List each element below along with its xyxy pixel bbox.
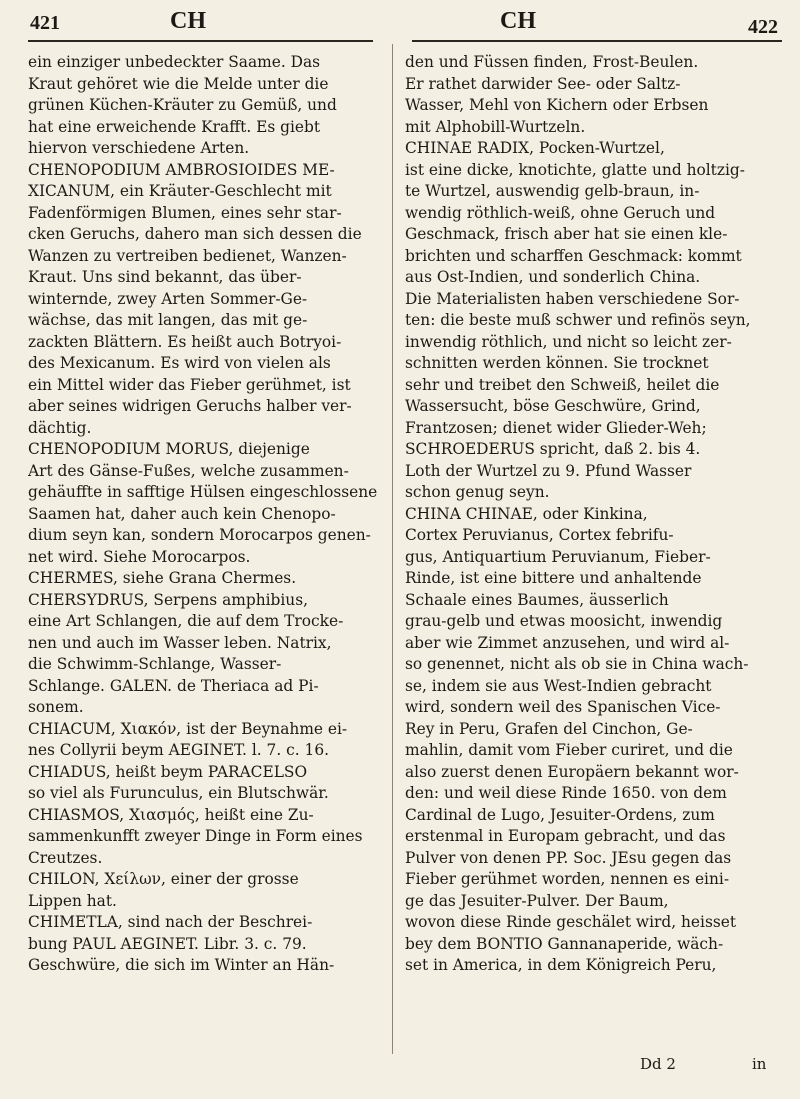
text-line: schon genug seyn. [405,483,550,501]
text-line: Kraut gehöret wie die Melde unter die [28,74,329,93]
catchword: in [752,1055,767,1073]
text-line: Rinde, ist eine bittere und anhaltende [405,569,702,587]
text-line: schnitten werden können. Sie trocknet [405,354,709,372]
signature-mark: Dd 2 [640,1055,676,1073]
text-line: XICANUM, ein Kräuter-Geschlecht mit [28,182,332,200]
text-line: Die Materialisten haben verschiedene Sor- [405,289,740,308]
header-rule-left [28,40,373,42]
text-line: CHIASMOS, Χιασμός, heißt eine Zu- [28,805,314,824]
page-number-right: 422 [748,16,778,38]
text-line: CHENOPODIUM AMBROSIOIDES ME- [28,160,335,179]
text-line: Pulver von denen PP. Soc. JEsu gegen das [405,848,732,867]
text-line: grau-gelb und etwas moosicht, inwendig [405,612,723,630]
text-line: den: und weil diese Rinde 1650. von dem [405,784,727,802]
text-line: mit Alphobill-Wurtzeln. [405,117,586,136]
text-line: sonem. [28,698,84,716]
text-line: Lippen hat. [28,891,117,910]
text-line: Rey in Peru, Grafen del Cinchon, Ge- [405,719,693,738]
running-head-right: CH [500,8,536,34]
text-line: Saamen hat, daher auch kein Chenopo- [28,504,336,523]
text-line: set in America, in dem Königreich Peru, [405,956,717,974]
text-line: Schaale eines Baumes, äusserlich [405,590,669,609]
page-number-left: 421 [30,12,60,34]
text-line: wächse, das mit langen, das mit ge- [28,311,308,329]
text-line: Frantzosen; dienet wider Glieder-Weh; [405,418,707,437]
text-line: se, indem sie aus West-Indien gebracht [405,676,712,695]
text-line: Wassersucht, böse Geschwüre, Grind, [405,397,701,415]
text-line: bung PAUL AEGINET. Libr. 3. c. 79. [28,934,307,953]
text-line: Cortex Peruvianus, Cortex febrifu- [405,526,674,544]
text-line: Wanzen zu vertreiben bedienet, Wanzen- [28,246,347,265]
text-line: CHILON, Χείλων, einer der grosse [28,870,299,888]
text-line: CHIMETLA, sind nach der Beschrei- [28,913,313,931]
text-line: CHINAE RADIX, Pocken-Wurtzel, [405,139,665,157]
text-line: te Wurtzel, auswendig gelb-braun, in- [405,182,700,200]
text-line: Schlange. GALEN. de Theriaca ad Pi- [28,676,319,695]
text-line: aber seines widrigen Geruchs halber ver- [28,397,352,415]
header-rule-right [412,40,782,42]
text-line: SCHROEDERUS spricht, daß 2. bis 4. [405,440,701,458]
running-head-left: CH [170,8,206,34]
text-line: Art des Gänse-Fußes, welche zusammen- [28,461,349,480]
text-line: hat eine erweichende Krafft. Es giebt [28,117,321,136]
text-line: Geschwüre, die sich im Winter an Hän- [28,956,335,974]
text-line: dium seyn kan, sondern Morocarpos genen- [28,526,371,544]
text-line: Geschmack, frisch aber hat sie einen kle- [405,225,728,243]
column-divider [392,44,393,1054]
text-line: CHENOPODIUM MORUS, diejenige [28,440,310,458]
text-line: Loth der Wurtzel zu 9. Pfund Wasser [405,461,692,480]
page-header [0,0,800,44]
text-line: so genennet, nicht als ob sie in China wach- [405,655,749,673]
text-line: nen und auch im Wasser leben. Natrix, [28,633,332,652]
text-line: zackten Blättern. Es heißt auch Botryoi- [28,332,342,351]
text-line: die Schwimm-Schlange, Wasser- [28,655,282,673]
text-line: hiervon verschiedene Arten. [28,139,250,157]
text-line: aber wie Zimmet anzusehen, und wird al- [405,633,730,652]
text-line: net wird. Siehe Morocarpos. [28,547,251,566]
text-line: brichten und scharffen Geschmack: kommt [405,246,742,265]
text-line: wird, sondern weil des Spanischen Vice- [405,698,721,716]
text-line: CHINA CHINAE, oder Kinkina, [405,504,648,523]
text-line: ist eine dicke, knotichte, glatte und holtzig- [405,160,745,179]
text-line: CHERSYDRUS, Serpens amphibius, [28,590,309,609]
text-line: CHIACUM, Χιακόν, ist der Beynahme ei- [28,719,348,738]
text-line: erstenmal in Europam gebracht, und das [405,827,726,845]
text-line: CHIADUS, heißt beym PARACELSO [28,762,308,781]
text-line: gehäuffte in safftige Hülsen eingeschlossene [28,483,378,501]
text-line: Creutzes. [28,848,103,867]
text-line: winternde, zwey Arten Sommer-Ge- [28,289,308,308]
text-line: ge das Jesuiter-Pulver. Der Baum, [405,891,669,910]
text-line: aus Ost-Indien, und sonderlich China. [405,268,701,286]
text-line: so viel als Furunculus, ein Blutschwär. [28,784,329,802]
text-line: CHERMES, siehe Grana Chermes. [28,569,297,587]
text-line: Er rathet darwider See- oder Saltz- [405,74,681,93]
text-line: ein Mittel wider das Fieber gerühmet, ist [28,375,351,394]
text-line: dächtig. [28,418,92,437]
left-column [28,52,380,977]
text-line: mahlin, damit vom Fieber curiret, und die [405,741,733,759]
text-line: Cardinal de Lugo, Jesuiter-Ordens, zum [405,805,715,824]
text-line: Kraut. Uns sind bekannt, das über- [28,268,302,286]
text-line: sehr und treibet den Schweiß, heilet die [405,375,720,394]
text-line: sammenkunfft zweyer Dinge in Form eines [28,827,363,845]
text-line: den und Füssen finden, Frost-Beulen. [405,53,699,71]
text-line: Fieber gerühmet worden, nennen es eini- [405,870,730,888]
text-line: also zuerst denen Europäern bekannt wor- [405,762,739,781]
text-line: inwendig röthlich, und nicht so leicht zer- [405,332,732,351]
text-line: Fadenförmigen Blumen, eines sehr star- [28,203,342,222]
text-line: wovon diese Rinde geschälet wird, heisset [405,913,737,931]
text-line: nes Collyrii beym AEGINET. l. 7. c. 16. [28,741,330,759]
text-line: Wasser, Mehl von Kichern oder Erbsen [405,96,709,114]
text-line: ein einziger unbedeckter Saame. Das [28,53,321,71]
text-line: bey dem BONTIO Gannanaperide, wäch- [405,934,724,953]
text-line: gus, Antiquartium Peruvianum, Fieber- [405,547,711,566]
text-line: ten: die beste muß schwer und refinös seyn, [405,311,751,329]
text-line: cken Geruchs, dahero man sich dessen die [28,225,362,243]
text-line: eine Art Schlangen, die auf dem Trocke- [28,612,344,630]
text-line: grünen Küchen-Kräuter zu Gemüß, und [28,96,337,114]
right-column [405,52,785,977]
text-line: wendig röthlich-weiß, ohne Geruch und [405,203,716,222]
text-line: des Mexicanum. Es wird von vielen als [28,354,331,372]
